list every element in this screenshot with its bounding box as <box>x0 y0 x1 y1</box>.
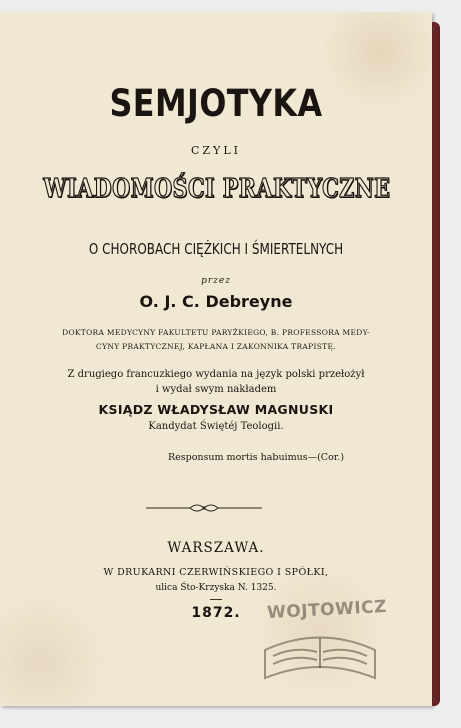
translator-title: Kandydat Świętéj Teologii. <box>148 421 284 432</box>
author-name: O. J. C. Debreyne <box>139 292 293 311</box>
stamp-text: WOJTOWICZ <box>266 596 388 624</box>
book-subject: O CHOROBACH CIĘŻKICH I ŚMIERTELNYCH <box>88 240 344 258</box>
translation-note-line-2: i wydał swym nakładem <box>155 384 277 395</box>
author-credentials-line-2: CYNY PRAKTYCZNEJ, KAPŁANA I ZAKONNIKA TRAPISTĘ. <box>96 342 336 351</box>
title-connector: CZYLI <box>191 144 241 157</box>
translator-name: KSIĄDZ WŁADYSŁAW MAGNUSKI <box>98 402 334 417</box>
publication-city: WARSZAWA. <box>167 540 265 556</box>
by-line: przez <box>201 276 231 286</box>
publication-year: 1872. <box>191 605 241 621</box>
divider <box>210 599 222 600</box>
ornament-divider <box>144 501 264 515</box>
translation-note-line-1: Z drugiego francuzkiego wydania na język polski przełożył <box>67 369 365 380</box>
author-credentials-line-1: DOKTORA MEDYCYNY FAKULTETU PARYŻKIEGO, B. PROFESSORA MEDY- <box>62 328 370 337</box>
book-subtitle: WIADOMOŚCI PRAKTYCZNE <box>43 174 391 204</box>
book-title: SEMJOTYKA <box>109 82 323 125</box>
epigraph: Responsum mortis habuimus—(Cor.) <box>167 452 345 463</box>
printer-name: W DRUKARNI CZERWIŃSKIEGO I SPÓŁKI, <box>103 567 329 578</box>
printer-address: ulica Śto-Krzyska N. 1325. <box>155 583 277 593</box>
